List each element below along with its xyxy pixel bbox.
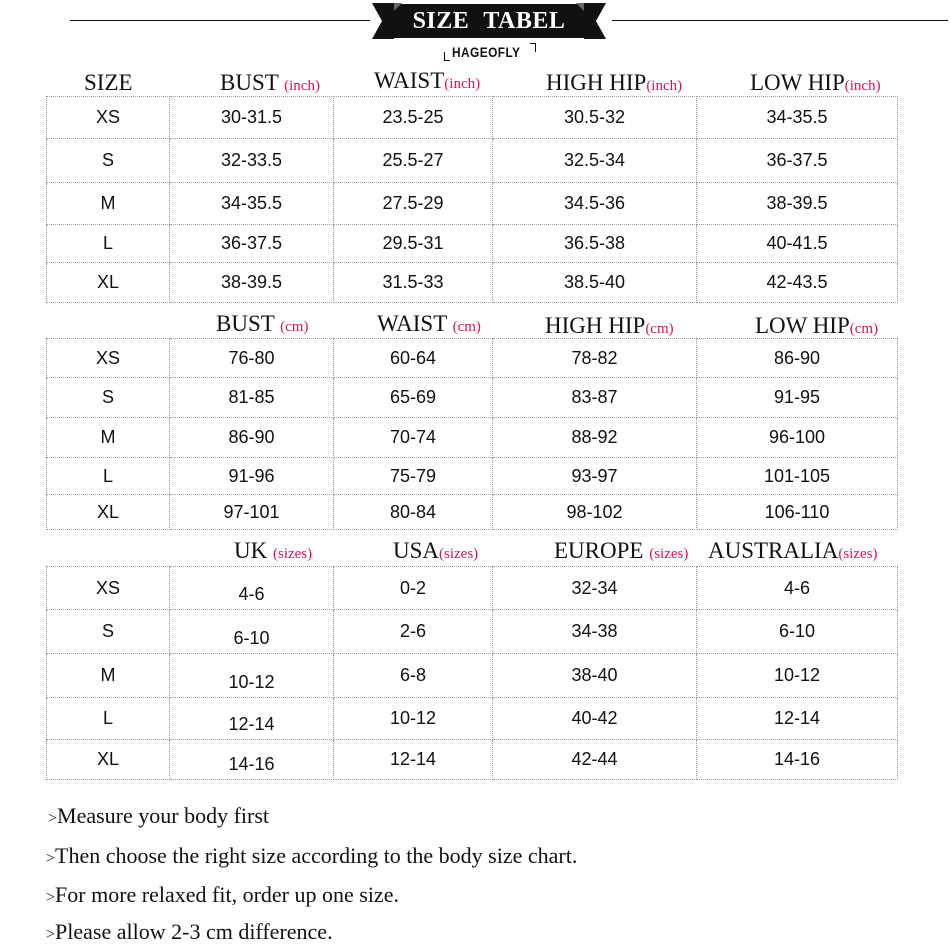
table-row: [47, 183, 898, 225]
usa-value: 0-2: [334, 567, 493, 610]
waist-value: 27.5-29: [334, 183, 493, 225]
table-row: [47, 418, 898, 458]
banner-rule-left: [70, 20, 370, 21]
europe-value: 42-44: [493, 740, 697, 780]
waist-value: 75-79: [334, 458, 493, 495]
australia-value: 12-14: [697, 698, 898, 740]
size-label: L: [47, 225, 170, 263]
bust-value: 34-35.5: [170, 183, 334, 225]
low-hip-value: 34-35.5: [697, 97, 898, 139]
bust-value: 76-80: [170, 339, 334, 378]
table-row: [47, 654, 898, 698]
intl-header-uk: UK (sizes): [234, 538, 313, 563]
low-hip-value: 96-100: [697, 418, 898, 458]
australia-value: 14-16: [697, 740, 898, 780]
table-row: [47, 97, 898, 139]
low-hip-value: 42-43.5: [697, 263, 898, 303]
intl-header-australia: AUSTRALIA(sizes): [708, 538, 878, 563]
uk-value: 4-6: [170, 567, 334, 610]
high-hip-value: 38.5-40: [493, 263, 697, 303]
usa-value: 12-14: [334, 740, 493, 780]
table-row: [47, 225, 898, 263]
low-hip-value: 38-39.5: [697, 183, 898, 225]
cm-header-waist: WAIST (cm): [377, 311, 481, 336]
inch-size-table: [46, 96, 898, 303]
size-label: XS: [47, 567, 170, 610]
note-item: >Measure your body first: [48, 803, 270, 828]
waist-value: 70-74: [334, 418, 493, 458]
page-title: SIZE TABEL: [412, 8, 566, 34]
bust-value: 97-101: [170, 495, 334, 530]
table-row: [47, 698, 898, 740]
low-hip-value: 106-110: [697, 495, 898, 530]
table-row: [47, 740, 898, 780]
europe-value: 34-38: [493, 610, 697, 654]
size-label: S: [47, 378, 170, 418]
size-label: XL: [47, 263, 170, 303]
banner-rule-right: [612, 20, 948, 21]
size-label: XL: [47, 495, 170, 530]
size-label: M: [47, 183, 170, 225]
waist-value: 29.5-31: [334, 225, 493, 263]
high-hip-value: 98-102: [493, 495, 697, 530]
size-label: L: [47, 458, 170, 495]
waist-value: 25.5-27: [334, 139, 493, 183]
inch-header-size: SIZE: [84, 70, 133, 95]
bust-value: 38-39.5: [170, 263, 334, 303]
uk-value: 6-10: [170, 610, 334, 654]
table-row: [47, 378, 898, 418]
table-row: [47, 458, 898, 495]
bust-value: 36-37.5: [170, 225, 334, 263]
low-hip-value: 36-37.5: [697, 139, 898, 183]
size-label: S: [47, 610, 170, 654]
uk-value: 12-14: [170, 698, 334, 740]
usa-value: 2-6: [334, 610, 493, 654]
cm-header-low-hip: LOW HIP(cm): [755, 313, 879, 338]
bust-value: 91-96: [170, 458, 334, 495]
low-hip-value: 86-90: [697, 339, 898, 378]
inch-header-waist: WAIST(inch): [374, 68, 481, 93]
size-label: XS: [47, 339, 170, 378]
uk-value: 14-16: [170, 740, 334, 780]
size-label: XS: [47, 97, 170, 139]
waist-value: 31.5-33: [334, 263, 493, 303]
europe-value: 32-34: [493, 567, 697, 610]
bust-value: 81-85: [170, 378, 334, 418]
table-row: [47, 263, 898, 303]
australia-value: 10-12: [697, 654, 898, 698]
uk-value: 10-12: [170, 654, 334, 698]
size-label: S: [47, 139, 170, 183]
title-banner: [372, 3, 606, 39]
high-hip-value: 83-87: [493, 378, 697, 418]
note-item: >For more relaxed fit, order up one size.: [46, 882, 399, 907]
international-size-table: [46, 566, 898, 780]
table-row: [47, 567, 898, 610]
intl-header-usa: USA(sizes): [393, 538, 479, 563]
low-hip-value: 101-105: [697, 458, 898, 495]
brand-corner-right: [530, 43, 536, 52]
table-row: [47, 139, 898, 183]
waist-value: 23.5-25: [334, 97, 493, 139]
waist-value: 60-64: [334, 339, 493, 378]
low-hip-value: 40-41.5: [697, 225, 898, 263]
high-hip-value: 32.5-34: [493, 139, 697, 183]
table-row: [47, 339, 898, 378]
high-hip-value: 34.5-36: [493, 183, 697, 225]
table-row: [47, 495, 898, 530]
high-hip-value: 30.5-32: [493, 97, 697, 139]
cm-size-table: [46, 338, 898, 530]
cm-header-bust: BUST (cm): [216, 311, 309, 336]
high-hip-value: 88-92: [493, 418, 697, 458]
brand-name: HAGEOFLY: [452, 44, 521, 60]
inch-header-low-hip: LOW HIP(inch): [750, 70, 881, 95]
cm-header-high-hip: HIGH HIP(cm): [545, 313, 674, 338]
inch-header-bust: BUST (inch): [220, 70, 320, 95]
intl-header-europe: EUROPE (sizes): [554, 538, 689, 563]
bust-value: 32-33.5: [170, 139, 334, 183]
low-hip-value: 91-95: [697, 378, 898, 418]
note-item: >Please allow 2-3 cm difference.: [46, 919, 333, 944]
high-hip-value: 93-97: [493, 458, 697, 495]
size-label: XL: [47, 740, 170, 780]
note-item: >Then choose the right size according to the body size chart.: [46, 843, 578, 868]
size-label: L: [47, 698, 170, 740]
australia-value: 6-10: [697, 610, 898, 654]
table-row: [47, 610, 898, 654]
waist-value: 80-84: [334, 495, 493, 530]
inch-header-high-hip: HIGH HIP(inch): [546, 70, 683, 95]
usa-value: 6-8: [334, 654, 493, 698]
europe-value: 38-40: [493, 654, 697, 698]
bust-value: 86-90: [170, 418, 334, 458]
waist-value: 65-69: [334, 378, 493, 418]
high-hip-value: 78-82: [493, 339, 697, 378]
size-label: M: [47, 654, 170, 698]
europe-value: 40-42: [493, 698, 697, 740]
brand-corner-left: [444, 52, 450, 61]
usa-value: 10-12: [334, 698, 493, 740]
size-label: M: [47, 418, 170, 458]
high-hip-value: 36.5-38: [493, 225, 697, 263]
bust-value: 30-31.5: [170, 97, 334, 139]
australia-value: 4-6: [697, 567, 898, 610]
